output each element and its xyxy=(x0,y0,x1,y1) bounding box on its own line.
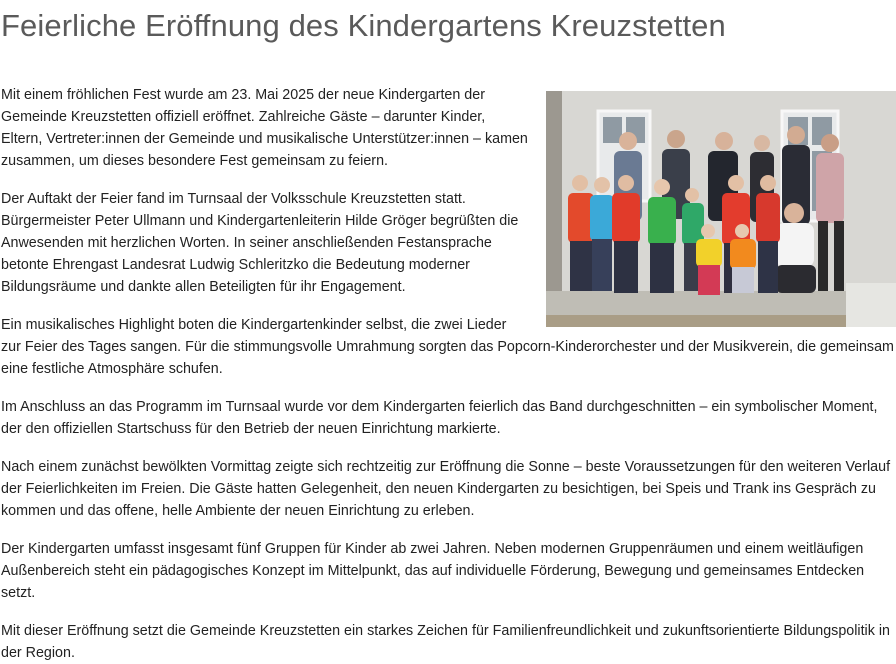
group-photo xyxy=(546,91,896,327)
paragraph: Der Kindergarten umfasst insgesamt fünf Gruppen für Kinder ab zwei Jahren. Neben modernen Gruppenräumen und einem weitläufigen Außenbereich steht ein pädagogisches Konzept im Mittelpunkt, das auf individuelle Förderung, Bewegung und gemeinsames Entdecken setzt. xyxy=(1,541,865,601)
article-body xyxy=(0,84,896,664)
paragraph: Mit dieser Eröffnung setzt die Gemeinde Kreuzstetten ein starkes Zeichen für Familienfreundlichkeit und zukunftsorientierte Bildungspolitik in der Region. xyxy=(1,623,890,661)
paragraph: Der Auftakt der Feier fand im Turnsaal der Volksschule Kreuzstetten statt. Bürgermeister Peter Ullmann und Kindergartenleiterin Hilde Gröger begrüßten die Anwesenden mit herzlichen Worten. In seiner anschließenden Festansprache betonte Ehrengast Landesrat Ludwig Schleritzko die Bedeutung moderner Bildungsräume und dankte allen Beteiligten für ihr Engagement. xyxy=(1,191,519,295)
paragraph: Mit einem fröhlichen Fest wurde am 23. Mai 2025 der neue Kindergarten der Gemeinde Kreuzstetten offiziell eröffnet. Zahlreiche Gäste – darunter Kinder, Eltern, Vertreter:innen der Gemeinde und musikalische Unterstützer:innen – kamen zusammen, um dieses besondere Fest gemeinsam zu feiern. xyxy=(1,87,528,169)
paragraph: Ein musikalisches Highlight boten die Kindergartenkinder selbst, die zwei Lieder zur Feier des Tages sangen. Für die stimmungsvolle Umrahmung sorgten das Popcorn-Kinderorchester und der Musikverein, die gemeinsam eine festliche Atmosphäre schufen. xyxy=(1,317,894,377)
paragraph: Nach einem zunächst bewölkten Vormittag zeigte sich rechtzeitig zur Eröffnung die Sonne – beste Voraussetzungen für den weiteren Verlauf der Feierlichkeiten im Freien. Die Gäste hatten Gelegenheit, den neuen Kindergarten zu besichtigen, bei Speis und Trank ins Gespräch zu kommen und das offene, helle Ambiente der neuen Einrichtung zu erleben. xyxy=(1,459,891,519)
article-title: Feierliche Eröffnung des Kindergartens Kreuzstetten xyxy=(1,8,726,43)
paragraph: Im Anschluss an das Programm im Turnsaal wurde vor dem Kindergarten feierlich das Band durchgeschnitten – ein symbolischer Moment, der den offiziellen Startschuss für den Betrieb der neuen Einrichtung markierte. xyxy=(1,399,878,437)
